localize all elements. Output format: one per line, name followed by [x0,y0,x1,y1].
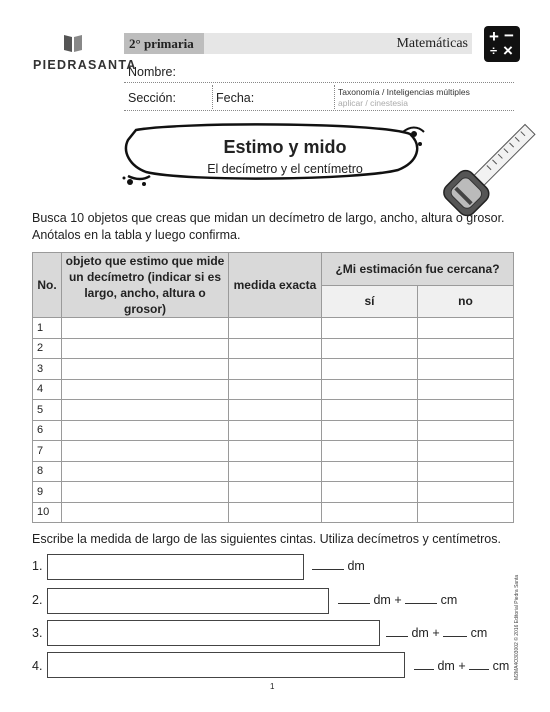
row-number: 2 [33,338,62,359]
taxonomy-values: aplicar / cinestesia [338,98,408,108]
page-title: Estimo y mido [223,137,347,157]
row-number: 10 [33,502,62,523]
object-cell[interactable] [62,359,229,380]
row-number: 9 [33,482,62,503]
measure-cell[interactable] [229,461,322,482]
no-cell[interactable] [418,502,514,523]
table-row [33,420,514,441]
measure-cell[interactable] [229,441,322,462]
table-row [33,461,514,482]
no-cell[interactable] [418,461,514,482]
measure-cell[interactable] [229,318,322,339]
measure-cell[interactable] [229,379,322,400]
row-number: 1 [33,318,62,339]
object-cell[interactable] [62,441,229,462]
item-number: 4. [32,659,43,673]
dm-blank[interactable] [312,568,344,570]
estimation-table [32,252,514,523]
answer-row: dm + cm [338,593,457,607]
taxonomy-label: Taxonomía / Inteligencias múltiples [338,87,470,97]
tape-strip [47,588,329,614]
object-cell[interactable] [62,400,229,421]
row-number: 6 [33,420,62,441]
no-cell[interactable] [418,338,514,359]
object-cell[interactable] [62,379,229,400]
item-number: 3. [32,626,43,640]
copyright: M2MA4O303002 © 2016 Editorial Piedra Santa [514,574,520,680]
table-row [33,318,514,339]
table-row [33,482,514,503]
yes-cell[interactable] [322,441,418,462]
row-number: 3 [33,359,62,380]
yes-cell[interactable] [322,338,418,359]
table-row [33,338,514,359]
header-yes: sí [322,285,418,318]
object-cell[interactable] [62,482,229,503]
yes-cell[interactable] [322,502,418,523]
yes-cell[interactable] [322,400,418,421]
yes-cell[interactable] [322,359,418,380]
table-row [33,359,514,380]
measure-cell[interactable] [229,359,322,380]
yes-cell[interactable] [322,482,418,503]
no-cell[interactable] [418,359,514,380]
header-estimate: ¿Mi estimación fue cercana? [322,253,514,286]
yes-cell[interactable] [322,379,418,400]
object-cell[interactable] [62,461,229,482]
exercise-instruction: Escribe la medida de largo de las siguientes cintas. Utiliza decímetros y centímetros. [32,532,501,546]
no-cell[interactable] [418,441,514,462]
row-number: 8 [33,461,62,482]
row-number: 7 [33,441,62,462]
page-number: 1 [270,682,275,691]
section-label: Sección: [128,91,176,105]
instructions-line1: Busca 10 objetos que creas que midan un decímetro de largo, ancho, altura o grosor. [32,211,505,225]
instructions-line2: Anótalos en la tabla y luego confirma. [32,228,241,242]
table-row [33,400,514,421]
table-row [33,502,514,523]
dm-blank[interactable] [338,602,370,604]
no-cell[interactable] [418,379,514,400]
answer-row: dm + cm [414,659,509,673]
yes-cell[interactable] [322,318,418,339]
object-cell[interactable] [62,318,229,339]
tape-strip [47,554,304,580]
no-cell[interactable] [418,420,514,441]
book-icon [62,33,84,53]
math-operations-icon: + − × ÷ [484,26,520,62]
dm-blank[interactable] [386,635,408,637]
date-label: Fecha: [216,91,255,105]
name-label: Nombre: [128,65,176,79]
table-row [33,441,514,462]
header-no: No. [33,253,62,318]
answer-row: dm + cm [386,626,487,640]
header-measure: medida exacta [229,253,322,318]
measure-cell[interactable] [229,482,322,503]
subject-label: Matemáticas [396,36,468,51]
header-object: objeto que estimo que mide un decímetro (indicar si es largo, ancho, altura o grosor) [62,253,229,318]
answer-row: dm [312,559,365,573]
cm-blank[interactable] [443,635,467,637]
tape-strip [47,620,380,646]
row-number: 4 [33,379,62,400]
measure-cell[interactable] [229,502,322,523]
yes-cell[interactable] [322,461,418,482]
name-line[interactable] [124,82,514,83]
cm-blank[interactable] [405,602,437,604]
no-cell[interactable] [418,400,514,421]
measure-cell[interactable] [229,400,322,421]
no-cell[interactable] [418,482,514,503]
no-cell[interactable] [418,318,514,339]
object-cell[interactable] [62,502,229,523]
row-number: 5 [33,400,62,421]
measure-cell[interactable] [229,338,322,359]
header-no-answer: no [418,285,514,318]
title-bubble [118,118,438,198]
page-subtitle: El decímetro y el centímetro [207,162,363,176]
grade-label: 2° primaria [124,33,204,54]
tape-strip [47,652,405,678]
table-row [33,379,514,400]
dm-blank[interactable] [414,668,434,670]
measure-cell[interactable] [229,420,322,441]
object-cell[interactable] [62,338,229,359]
item-number: 1. [32,559,43,573]
yes-cell[interactable] [322,420,418,441]
publisher-logo: PIEDRASANTA [33,58,137,72]
cm-blank[interactable] [469,668,489,670]
object-cell[interactable] [62,420,229,441]
item-number: 2. [32,593,43,607]
